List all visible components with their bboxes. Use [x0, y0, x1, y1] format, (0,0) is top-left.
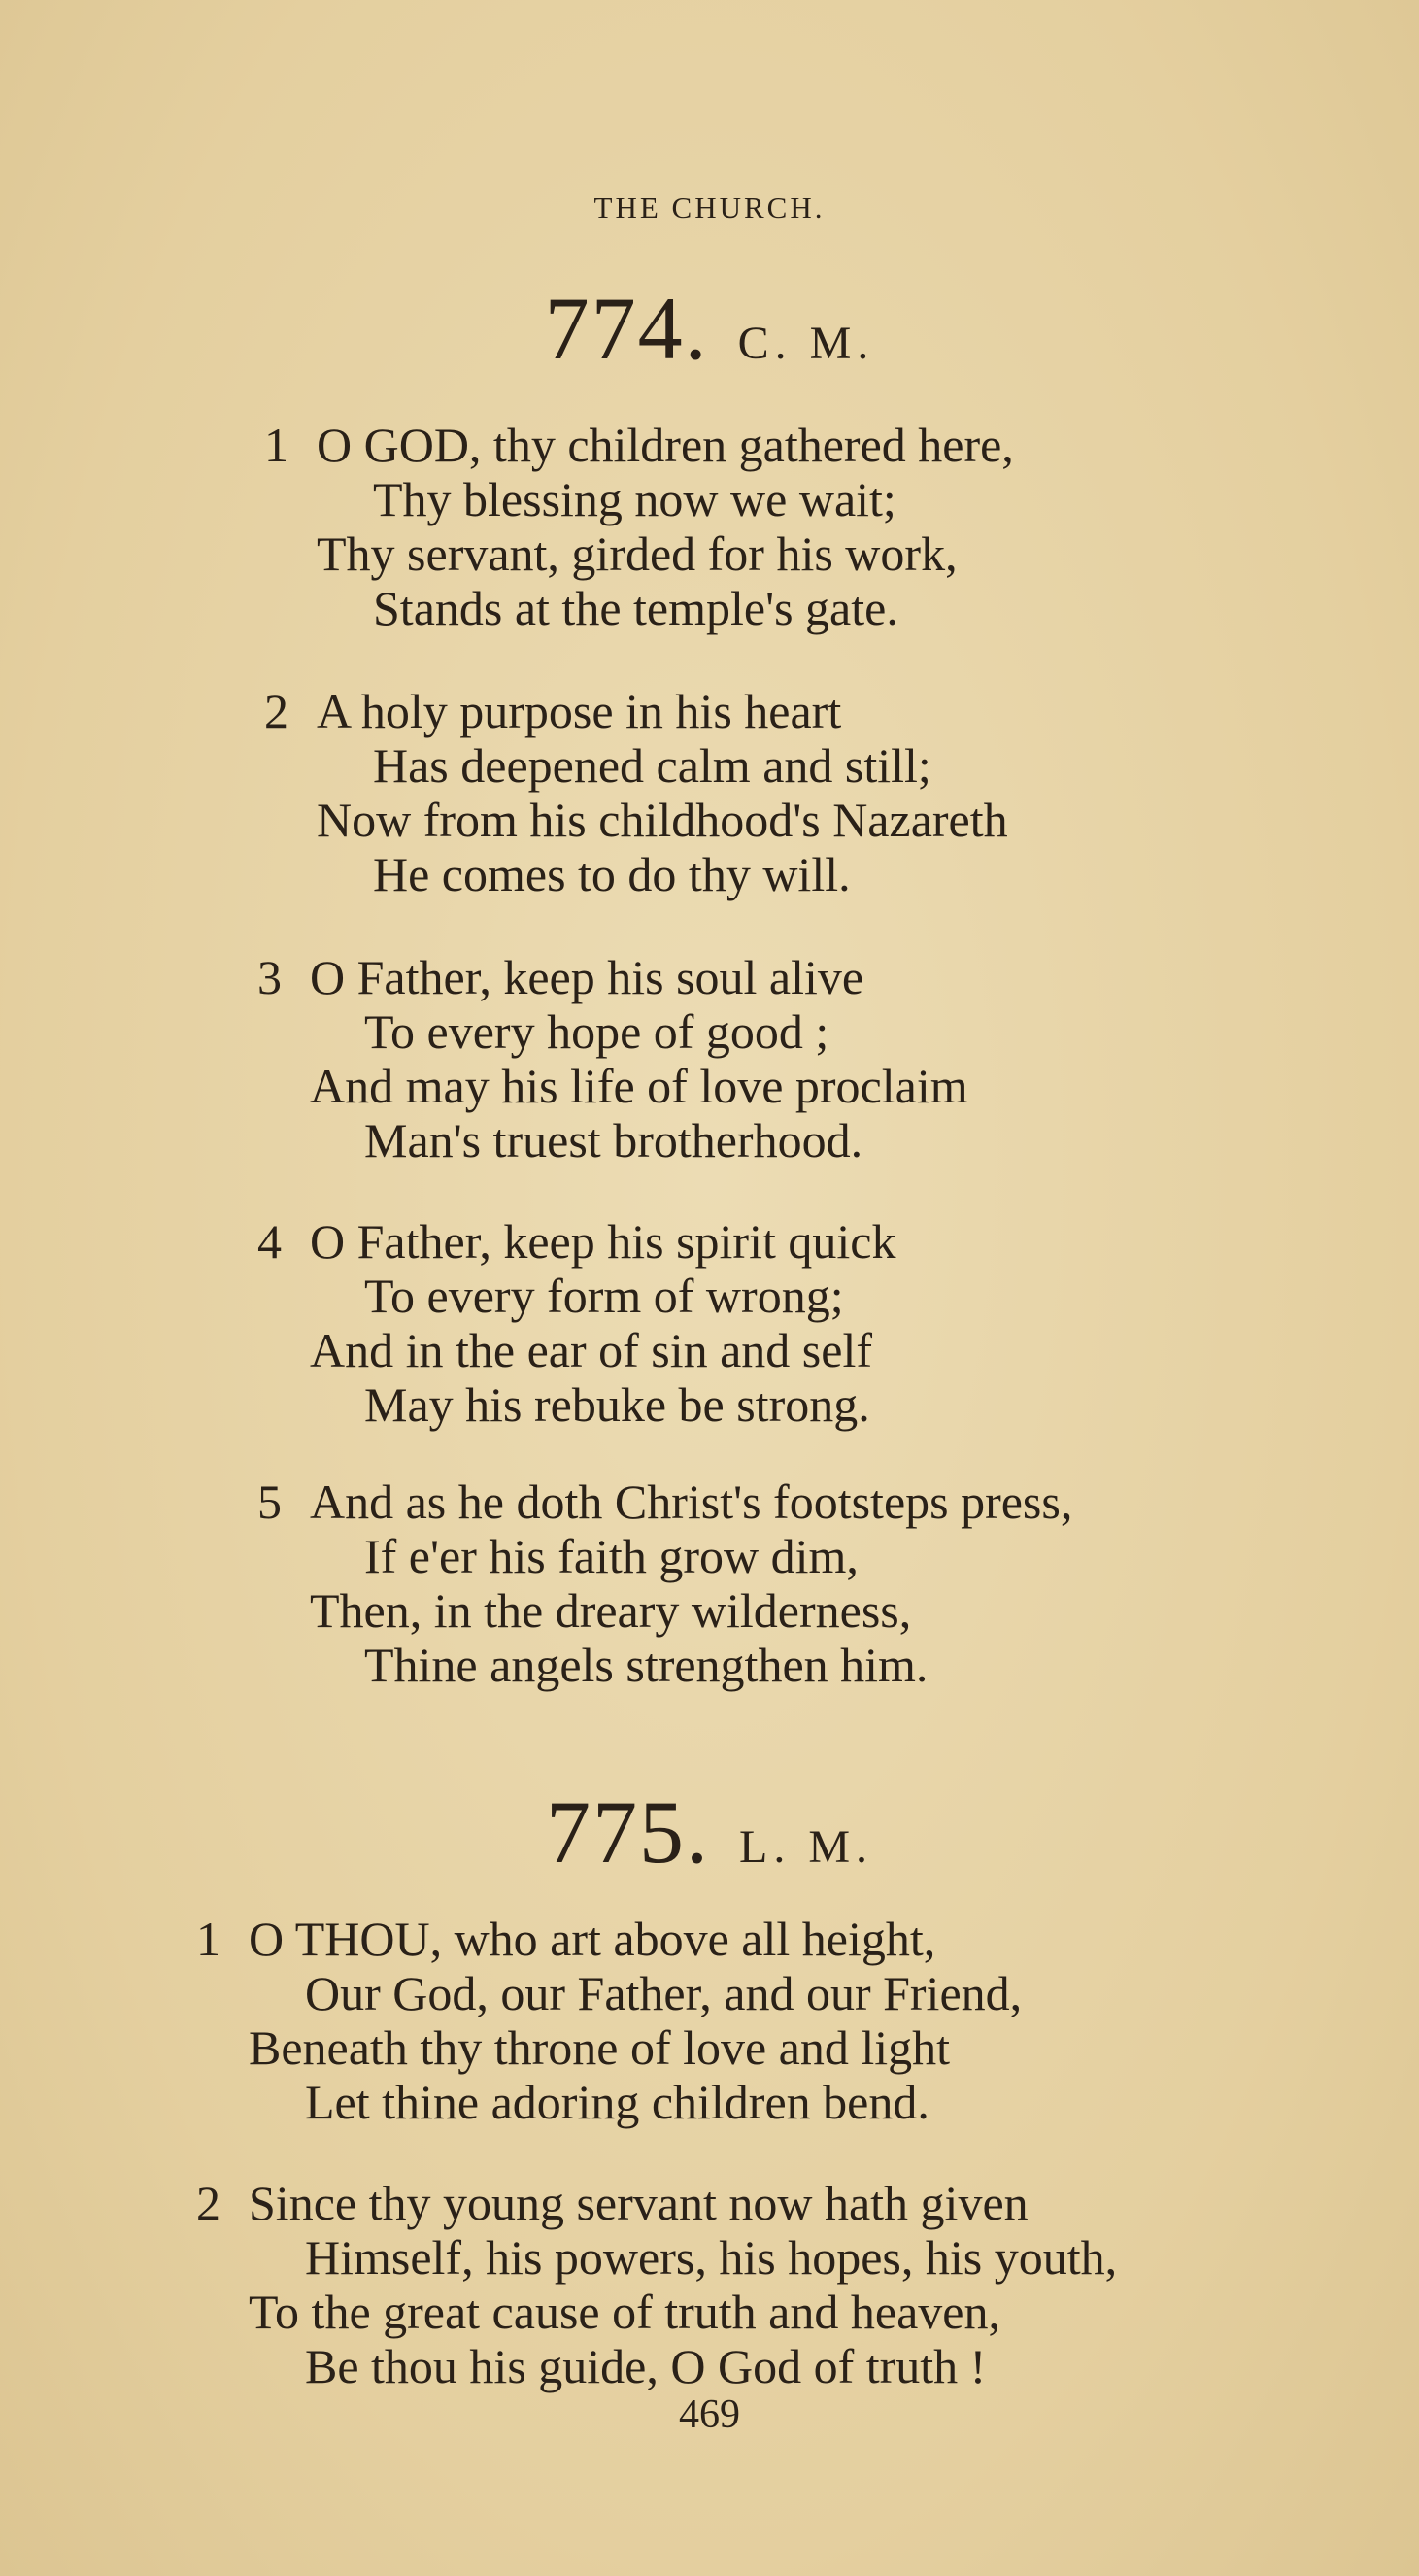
- verse-line: He comes to do thy will.: [373, 847, 851, 901]
- verse-line: Thine angels strengthen him.: [364, 1638, 929, 1692]
- verse-number: 4: [257, 1214, 282, 1269]
- verse-line: A holy purpose in his heart: [317, 684, 842, 738]
- verse-line: Let thine adoring children bend.: [305, 2075, 929, 2129]
- verse: [257, 1474, 1072, 1692]
- verse-number: 2: [196, 2176, 220, 2230]
- verse-line: O Father, keep his soul alive: [310, 950, 864, 1004]
- verse-line: To every hope of good ;: [364, 1004, 829, 1059]
- verse-line: If e'er his faith grow dim,: [364, 1529, 859, 1583]
- verse-line: Man's truest brotherhood.: [364, 1113, 863, 1168]
- verse-number: 5: [257, 1474, 282, 1529]
- hymn-number: 774.: [544, 279, 709, 378]
- verse-line: And as he doth Christ's footsteps press,: [310, 1474, 1073, 1529]
- verse: [257, 1214, 895, 1432]
- page-number: 469: [679, 2392, 740, 2437]
- hymn-heading: [0, 1780, 1419, 1883]
- hymn-number: 775.: [546, 1782, 710, 1881]
- verse: [264, 418, 1014, 635]
- hymn-meter: L. M.: [739, 1821, 873, 1873]
- verse-number: 2: [264, 684, 288, 738]
- running-head: THE CHURCH.: [593, 190, 826, 224]
- verse-line: O Father, keep his spirit quick: [310, 1214, 896, 1269]
- verse-line: Has deepened calm and still;: [373, 738, 931, 793]
- verse: [257, 950, 968, 1168]
- verse-line: Be thou his guide, O God of truth !: [305, 2339, 987, 2393]
- verse-line: May his rebuke be strong.: [364, 1377, 870, 1432]
- verse-line: And may his life of love proclaim: [310, 1059, 968, 1113]
- verse: [196, 2176, 1117, 2393]
- verse-line: Beneath thy throne of love and light: [249, 2020, 951, 2075]
- verse-line: To every form of wrong;: [364, 1269, 844, 1323]
- hymn-heading: [0, 277, 1419, 380]
- verse-line: Himself, his powers, his hopes, his youth,: [305, 2230, 1118, 2285]
- verse-line: Since thy young servant now hath given: [249, 2176, 1029, 2230]
- verse-line: And in the ear of sin and self: [310, 1323, 873, 1377]
- verse: [264, 684, 1008, 901]
- verse-number: 3: [257, 950, 282, 1004]
- hymn-meter: C. M.: [737, 318, 875, 369]
- verse-line: Our God, our Father, and our Friend,: [305, 1966, 1023, 2020]
- verse-line: Now from his childhood's Nazareth: [317, 793, 1008, 847]
- verse-number: 1: [264, 418, 288, 472]
- verse-line: To the great cause of truth and heaven,: [249, 2285, 1000, 2339]
- verse-line: Stands at the temple's gate.: [373, 581, 898, 635]
- verse-number: 1: [196, 1912, 220, 1966]
- verse-line: O THOU, who art above all height,: [249, 1912, 936, 1966]
- verse-line: Thy blessing now we wait;: [373, 472, 896, 526]
- verse: [196, 1912, 1022, 2129]
- verse-line: Then, in the dreary wilderness,: [310, 1583, 912, 1638]
- verse-line: O GOD, thy children gathered here,: [317, 418, 1014, 472]
- verse-line: Thy servant, girded for his work,: [317, 526, 958, 581]
